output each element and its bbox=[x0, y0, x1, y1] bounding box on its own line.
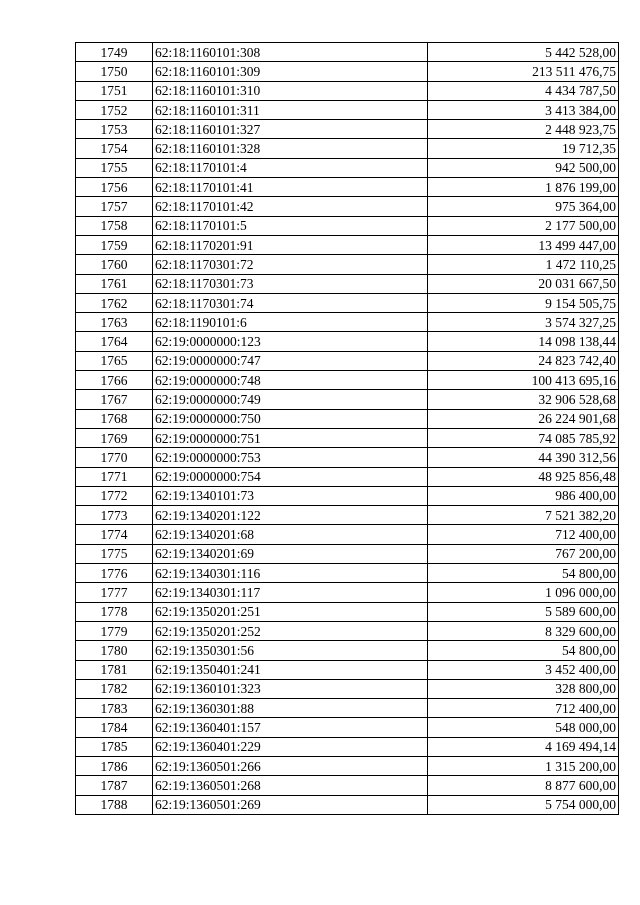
row-number-cell: 1762 bbox=[76, 293, 153, 312]
cadastral-value-cell: 1 472 110,25 bbox=[428, 255, 619, 274]
cadastral-value-cell: 24 823 742,40 bbox=[428, 351, 619, 370]
row-number-cell: 1752 bbox=[76, 100, 153, 119]
cadastral-value-cell: 712 400,00 bbox=[428, 699, 619, 718]
table-row bbox=[76, 428, 619, 447]
row-number-cell: 1760 bbox=[76, 255, 153, 274]
cadastral-number-cell: 62:18:1170301:72 bbox=[153, 255, 428, 274]
table-row bbox=[76, 486, 619, 505]
cadastral-value-cell: 74 085 785,92 bbox=[428, 428, 619, 447]
cadastral-value-cell: 54 800,00 bbox=[428, 564, 619, 583]
row-number-cell: 1758 bbox=[76, 216, 153, 235]
table-row bbox=[76, 43, 619, 62]
cadastral-number-cell: 62:18:1170101:5 bbox=[153, 216, 428, 235]
cadastral-value-cell: 14 098 138,44 bbox=[428, 332, 619, 351]
cadastral-value-cell: 4 434 787,50 bbox=[428, 81, 619, 100]
cadastral-number-cell: 62:18:1160101:309 bbox=[153, 62, 428, 81]
cadastral-value-cell: 975 364,00 bbox=[428, 197, 619, 216]
table-row bbox=[76, 216, 619, 235]
cadastral-value-cell: 1 096 000,00 bbox=[428, 583, 619, 602]
row-number-cell: 1778 bbox=[76, 602, 153, 621]
cadastral-number-cell: 62:18:1160101:310 bbox=[153, 81, 428, 100]
cadastral-number-cell: 62:19:1350401:241 bbox=[153, 660, 428, 679]
row-number-cell: 1753 bbox=[76, 120, 153, 139]
table-body bbox=[76, 43, 619, 815]
table-row bbox=[76, 197, 619, 216]
table-row bbox=[76, 467, 619, 486]
row-number-cell: 1763 bbox=[76, 313, 153, 332]
row-number-cell: 1782 bbox=[76, 679, 153, 698]
table-row bbox=[76, 313, 619, 332]
row-number-cell: 1783 bbox=[76, 699, 153, 718]
row-number-cell: 1757 bbox=[76, 197, 153, 216]
row-number-cell: 1754 bbox=[76, 139, 153, 158]
cadastral-value-cell: 19 712,35 bbox=[428, 139, 619, 158]
table-row bbox=[76, 583, 619, 602]
cadastral-value-cell: 26 224 901,68 bbox=[428, 409, 619, 428]
row-number-cell: 1751 bbox=[76, 81, 153, 100]
row-number-cell: 1750 bbox=[76, 62, 153, 81]
row-number-cell: 1759 bbox=[76, 235, 153, 254]
cadastral-number-cell: 62:18:1160101:328 bbox=[153, 139, 428, 158]
row-number-cell: 1770 bbox=[76, 448, 153, 467]
cadastral-value-cell: 20 031 667,50 bbox=[428, 274, 619, 293]
cadastral-number-cell: 62:18:1170201:91 bbox=[153, 235, 428, 254]
cadastral-number-cell: 62:19:1340301:117 bbox=[153, 583, 428, 602]
cadastral-number-cell: 62:19:1340201:69 bbox=[153, 544, 428, 563]
row-number-cell: 1788 bbox=[76, 795, 153, 814]
table-row bbox=[76, 525, 619, 544]
table-row bbox=[76, 332, 619, 351]
cadastral-value-cell: 3 452 400,00 bbox=[428, 660, 619, 679]
cadastral-number-cell: 62:18:1170101:42 bbox=[153, 197, 428, 216]
table-row bbox=[76, 776, 619, 795]
row-number-cell: 1769 bbox=[76, 428, 153, 447]
cadastral-number-cell: 62:18:1170301:73 bbox=[153, 274, 428, 293]
row-number-cell: 1774 bbox=[76, 525, 153, 544]
table-row bbox=[76, 448, 619, 467]
cadastral-value-cell: 328 800,00 bbox=[428, 679, 619, 698]
cadastral-number-cell: 62:19:1360501:266 bbox=[153, 756, 428, 775]
row-number-cell: 1765 bbox=[76, 351, 153, 370]
row-number-cell: 1777 bbox=[76, 583, 153, 602]
table-row bbox=[76, 506, 619, 525]
cadastral-number-cell: 62:19:1350301:56 bbox=[153, 641, 428, 660]
cadastral-number-cell: 62:19:0000000:753 bbox=[153, 448, 428, 467]
cadastral-number-cell: 62:18:1170101:41 bbox=[153, 178, 428, 197]
cadastral-value-cell: 986 400,00 bbox=[428, 486, 619, 505]
cadastral-number-cell: 62:19:0000000:751 bbox=[153, 428, 428, 447]
cadastral-value-cell: 942 500,00 bbox=[428, 158, 619, 177]
cadastral-number-cell: 62:19:1360301:88 bbox=[153, 699, 428, 718]
row-number-cell: 1771 bbox=[76, 467, 153, 486]
cadastral-value-cell: 4 169 494,14 bbox=[428, 737, 619, 756]
cadastral-number-cell: 62:19:1340101:73 bbox=[153, 486, 428, 505]
cadastral-value-cell: 32 906 528,68 bbox=[428, 390, 619, 409]
table-row bbox=[76, 351, 619, 370]
cadastral-value-cell: 5 754 000,00 bbox=[428, 795, 619, 814]
cadastral-value-table bbox=[75, 42, 619, 815]
table-row bbox=[76, 795, 619, 814]
cadastral-number-cell: 62:18:1170101:4 bbox=[153, 158, 428, 177]
cadastral-number-cell: 62:18:1160101:311 bbox=[153, 100, 428, 119]
table-row bbox=[76, 641, 619, 660]
cadastral-number-cell: 62:19:1340201:68 bbox=[153, 525, 428, 544]
table-row bbox=[76, 255, 619, 274]
row-number-cell: 1764 bbox=[76, 332, 153, 351]
cadastral-value-cell: 54 800,00 bbox=[428, 641, 619, 660]
cadastral-value-cell: 8 329 600,00 bbox=[428, 621, 619, 640]
cadastral-value-cell: 13 499 447,00 bbox=[428, 235, 619, 254]
cadastral-value-cell: 7 521 382,20 bbox=[428, 506, 619, 525]
cadastral-number-cell: 62:19:0000000:748 bbox=[153, 371, 428, 390]
cadastral-value-cell: 2 177 500,00 bbox=[428, 216, 619, 235]
cadastral-number-cell: 62:19:0000000:754 bbox=[153, 467, 428, 486]
row-number-cell: 1773 bbox=[76, 506, 153, 525]
table-row bbox=[76, 660, 619, 679]
cadastral-value-cell: 44 390 312,56 bbox=[428, 448, 619, 467]
table-row bbox=[76, 293, 619, 312]
cadastral-number-cell: 62:19:1350201:252 bbox=[153, 621, 428, 640]
cadastral-number-cell: 62:19:1360401:229 bbox=[153, 737, 428, 756]
table-row bbox=[76, 737, 619, 756]
table-row bbox=[76, 621, 619, 640]
table-row bbox=[76, 409, 619, 428]
row-number-cell: 1786 bbox=[76, 756, 153, 775]
table-row bbox=[76, 120, 619, 139]
row-number-cell: 1767 bbox=[76, 390, 153, 409]
row-number-cell: 1776 bbox=[76, 564, 153, 583]
row-number-cell: 1787 bbox=[76, 776, 153, 795]
cadastral-number-cell: 62:19:1340201:122 bbox=[153, 506, 428, 525]
cadastral-value-cell: 1 876 199,00 bbox=[428, 178, 619, 197]
table-row bbox=[76, 756, 619, 775]
cadastral-value-cell: 712 400,00 bbox=[428, 525, 619, 544]
table-row bbox=[76, 178, 619, 197]
cadastral-number-cell: 62:19:1360501:269 bbox=[153, 795, 428, 814]
row-number-cell: 1772 bbox=[76, 486, 153, 505]
cadastral-value-cell: 548 000,00 bbox=[428, 718, 619, 737]
row-number-cell: 1781 bbox=[76, 660, 153, 679]
cadastral-number-cell: 62:19:0000000:750 bbox=[153, 409, 428, 428]
cadastral-value-cell: 213 511 476,75 bbox=[428, 62, 619, 81]
table-row bbox=[76, 699, 619, 718]
cadastral-value-cell: 2 448 923,75 bbox=[428, 120, 619, 139]
cadastral-value-cell: 8 877 600,00 bbox=[428, 776, 619, 795]
cadastral-number-cell: 62:19:1360501:268 bbox=[153, 776, 428, 795]
row-number-cell: 1784 bbox=[76, 718, 153, 737]
table-row bbox=[76, 718, 619, 737]
cadastral-value-cell: 3 413 384,00 bbox=[428, 100, 619, 119]
row-number-cell: 1756 bbox=[76, 178, 153, 197]
row-number-cell: 1749 bbox=[76, 43, 153, 62]
table-row bbox=[76, 62, 619, 81]
cadastral-value-cell: 9 154 505,75 bbox=[428, 293, 619, 312]
table-row bbox=[76, 158, 619, 177]
cadastral-value-cell: 5 442 528,00 bbox=[428, 43, 619, 62]
row-number-cell: 1785 bbox=[76, 737, 153, 756]
cadastral-number-cell: 62:18:1190101:6 bbox=[153, 313, 428, 332]
table-row bbox=[76, 371, 619, 390]
cadastral-number-cell: 62:18:1160101:327 bbox=[153, 120, 428, 139]
cadastral-number-cell: 62:19:1340301:116 bbox=[153, 564, 428, 583]
cadastral-number-cell: 62:19:0000000:123 bbox=[153, 332, 428, 351]
cadastral-number-cell: 62:19:1360101:323 bbox=[153, 679, 428, 698]
cadastral-number-cell: 62:18:1160101:308 bbox=[153, 43, 428, 62]
row-number-cell: 1775 bbox=[76, 544, 153, 563]
cadastral-number-cell: 62:19:1360401:157 bbox=[153, 718, 428, 737]
cadastral-number-cell: 62:19:0000000:747 bbox=[153, 351, 428, 370]
row-number-cell: 1766 bbox=[76, 371, 153, 390]
cadastral-number-cell: 62:18:1170301:74 bbox=[153, 293, 428, 312]
row-number-cell: 1779 bbox=[76, 621, 153, 640]
cadastral-value-cell: 767 200,00 bbox=[428, 544, 619, 563]
row-number-cell: 1768 bbox=[76, 409, 153, 428]
table-row bbox=[76, 564, 619, 583]
table-row bbox=[76, 139, 619, 158]
cadastral-number-cell: 62:19:0000000:749 bbox=[153, 390, 428, 409]
cadastral-value-cell: 5 589 600,00 bbox=[428, 602, 619, 621]
table-row bbox=[76, 100, 619, 119]
cadastral-value-cell: 100 413 695,16 bbox=[428, 371, 619, 390]
table-row bbox=[76, 274, 619, 293]
row-number-cell: 1780 bbox=[76, 641, 153, 660]
cadastral-number-cell: 62:19:1350201:251 bbox=[153, 602, 428, 621]
row-number-cell: 1755 bbox=[76, 158, 153, 177]
table-row bbox=[76, 390, 619, 409]
table-row bbox=[76, 602, 619, 621]
table-row bbox=[76, 544, 619, 563]
cadastral-value-cell: 48 925 856,48 bbox=[428, 467, 619, 486]
table-row bbox=[76, 81, 619, 100]
cadastral-value-cell: 1 315 200,00 bbox=[428, 756, 619, 775]
cadastral-value-cell: 3 574 327,25 bbox=[428, 313, 619, 332]
row-number-cell: 1761 bbox=[76, 274, 153, 293]
table-row bbox=[76, 679, 619, 698]
table-row bbox=[76, 235, 619, 254]
